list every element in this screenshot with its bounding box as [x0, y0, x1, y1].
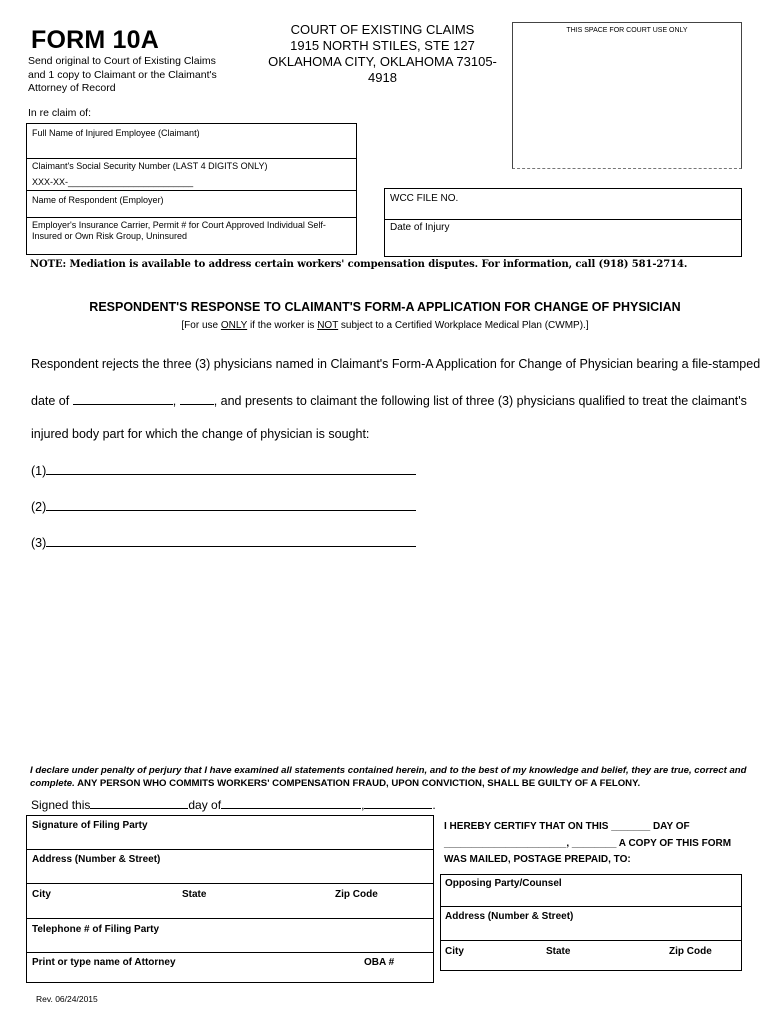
opposing-address-label: Address (Number & Street): [445, 911, 574, 922]
subhead-not: NOT: [317, 320, 339, 331]
physician-label: (3): [31, 536, 47, 550]
divider: [27, 883, 433, 884]
date-of-injury-field[interactable]: [384, 218, 742, 257]
physician-line-3: [31, 534, 416, 550]
carrier-field[interactable]: [26, 216, 357, 255]
ssn-label: Claimant's Social Security Number (LAST 4 DIGITS ONLY): [32, 161, 268, 171]
opposing-party-box: [440, 874, 742, 971]
subhead-only: ONLY: [220, 320, 248, 331]
signed-day-blank[interactable]: [90, 798, 188, 809]
declaration-italic: I declare under penalty of perjury that I have examined all statements contained herein, and to the best of my knowledge and belief, they are true, correct and complete.: [30, 765, 747, 789]
ssn-value[interactable]: XXX-XX-_________________________: [32, 177, 194, 187]
opposing-city-label: City: [445, 946, 464, 957]
opposing-zip-label: Zip Code: [669, 946, 712, 957]
signature-label: Signature of Filing Party: [32, 820, 148, 831]
body-line-1: Respondent rejects the three (3) physicians named in Claimant's Form-A Application for Change of Physician bearing a file-stamped: [31, 357, 761, 371]
divider: [27, 849, 433, 850]
court-name: COURT OF EXISTING CLAIMS: [290, 22, 475, 37]
signed-year-blank[interactable]: [364, 798, 432, 809]
form-title: FORM 10A: [31, 26, 160, 54]
body-line-3: injured body part for which the change of physician is sought:: [31, 427, 370, 441]
date-comma: ,: [172, 394, 177, 408]
date-of-injury-label: Date of Injury: [390, 222, 450, 233]
physician-2-input[interactable]: [46, 498, 416, 511]
filing-party-box: [26, 815, 434, 983]
divider: [441, 906, 741, 907]
physician-label: (2): [31, 500, 47, 514]
court-address-line1: 1915 NORTH STILES, STE 127: [290, 38, 475, 53]
perjury-declaration: [30, 764, 750, 790]
carrier-label: Employer's Insurance Carrier, Permit # for Court Approved Individual Self-Insured or Own Risk Group, Uninsured: [32, 220, 326, 241]
signed-month-blank[interactable]: [221, 798, 361, 809]
signed-this-label: Signed this: [31, 798, 91, 812]
revision-date: Rev. 06/24/2015: [36, 994, 98, 1004]
respondent-field[interactable]: [26, 190, 357, 218]
physician-line-1: [31, 462, 416, 478]
physician-line-2: [31, 498, 416, 514]
court-address-block: [255, 22, 510, 86]
claimant-name-label: Full Name of Injured Employee (Claimant): [32, 128, 200, 138]
certify-line-3: WAS MAILED, POSTAGE PREPAID, TO:: [444, 854, 631, 865]
signed-period: .: [432, 798, 436, 812]
certify-line-1: I HEREBY CERTIFY THAT ON THIS _______ DAY OF: [444, 821, 690, 832]
claimant-name-field[interactable]: [26, 123, 357, 159]
body-line-2: [31, 392, 747, 408]
zip-label: Zip Code: [335, 889, 378, 900]
subhead-mid: if the worker is: [247, 320, 318, 331]
city-label: City: [32, 889, 51, 900]
address-label: Address (Number & Street): [32, 854, 161, 865]
opposing-state-label: State: [546, 946, 571, 957]
certify-line-2: ______________________, ________ A COPY OF THIS FORM: [444, 838, 732, 849]
declaration-rest: ANY PERSON WHO COMMITS WORKERS' COMPENSATION FRAUD, UPON CONVICTION, SHALL BE GUILTY OF A FELONY.: [74, 778, 641, 789]
oba-label: OBA #: [364, 957, 395, 968]
telephone-label: Telephone # of Filing Party: [32, 924, 160, 935]
date-of-label: date of: [31, 394, 70, 408]
wcc-file-field[interactable]: [384, 188, 742, 220]
day-of-label: day of: [188, 798, 222, 812]
respondent-label: Name of Respondent (Employer): [32, 195, 164, 205]
physician-label: (1): [31, 464, 47, 478]
signed-line: [31, 798, 436, 812]
subhead-pre: [For use: [181, 320, 221, 331]
court-address-line2: OKLAHOMA CITY, OKLAHOMA 73105-4918: [268, 54, 497, 85]
divider: [27, 952, 433, 953]
mediation-note: NOTE: Mediation is available to address certain workers' compensation disputes. For information, call (918) 581-2714.: [30, 259, 688, 270]
send-instructions: Send original to Court of Existing Claims and 1 copy to Claimant or the Claimant's Attorney of Record: [28, 55, 217, 94]
attorney-name-label: Print or type name of Attorney: [32, 957, 176, 968]
file-stamp-year-blank[interactable]: [180, 392, 214, 405]
divider: [27, 918, 433, 919]
court-use-only-box: [512, 22, 742, 169]
state-label: State: [182, 889, 207, 900]
divider: [441, 940, 741, 941]
in-re-label: In re claim of:: [28, 107, 92, 119]
opposing-party-label: Opposing Party/Counsel: [445, 878, 562, 889]
form-subheading: [0, 320, 770, 331]
wcc-file-label: WCC FILE NO.: [390, 193, 459, 204]
physician-3-input[interactable]: [46, 534, 416, 547]
subhead-post: subject to a Certified Workplace Medical Plan (CWMP).]: [338, 320, 589, 331]
court-use-only-label: THIS SPACE FOR COURT USE ONLY: [566, 27, 688, 34]
signed-comma: ,: [361, 798, 365, 812]
body-line-2-rest: , and presents to claimant the following list of three (3) physicians qualified to treat the claimant's: [213, 394, 747, 408]
form-heading: RESPONDENT'S RESPONSE TO CLAIMANT'S FORM-A APPLICATION FOR CHANGE OF PHYSICIAN: [89, 300, 681, 314]
physician-1-input[interactable]: [46, 462, 416, 475]
file-stamp-date-blank[interactable]: [73, 392, 173, 405]
